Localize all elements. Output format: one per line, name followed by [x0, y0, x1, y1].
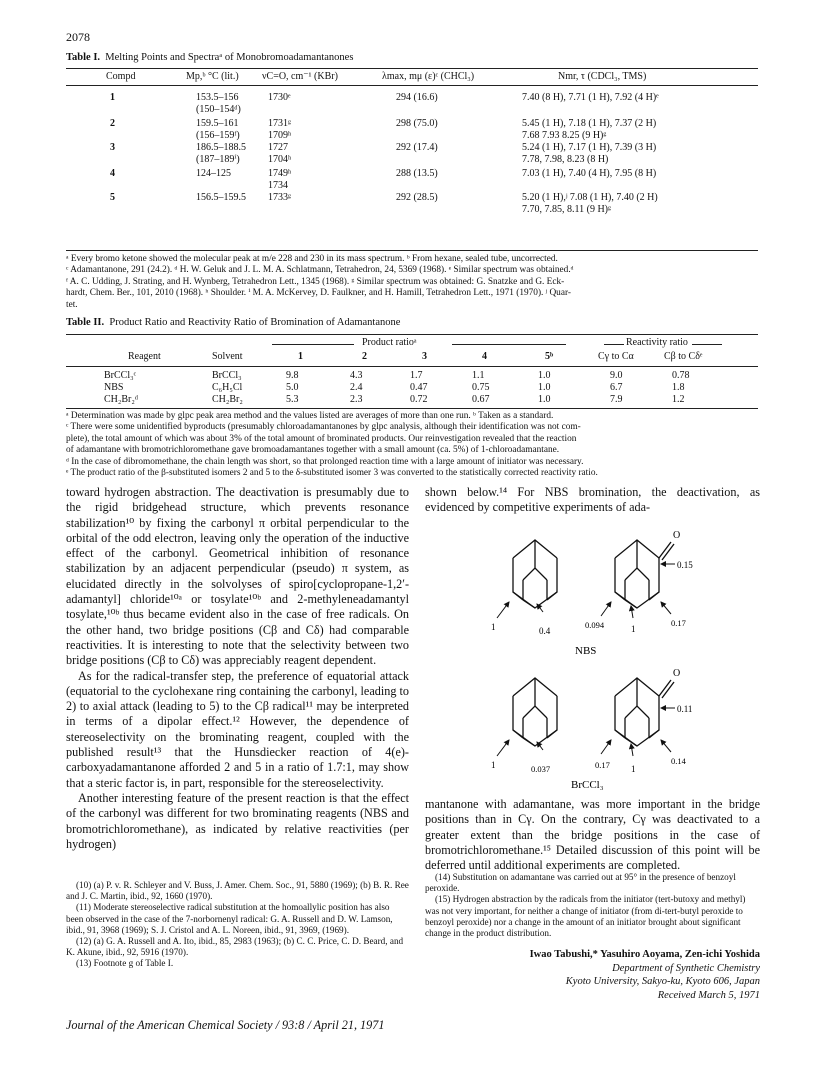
figure-value: 0.17 — [595, 760, 610, 770]
product-ratio-group: Product ratioᵃ — [362, 337, 417, 348]
figure-value: 0.4 — [539, 626, 551, 636]
table1-cell-compd: 5 — [110, 192, 115, 203]
table2-label: Table II. — [66, 317, 105, 328]
table2-cell: BrCCl₃ — [212, 370, 242, 381]
table2-bottom-rule — [66, 408, 758, 409]
arrow-icon — [497, 740, 509, 756]
table2-cell: 0.47 — [410, 382, 428, 393]
product-bracket-right — [452, 344, 566, 345]
table2-cell: 1.0 — [538, 382, 551, 393]
table1-cell-nmr: 5.20 (1 H),ʲ 7.08 (1 H), 7.40 (2 H) — [522, 192, 658, 203]
arrow-icon — [661, 602, 671, 614]
figure-value: 1 — [491, 760, 496, 770]
reference-note: (14) Substitution on adamantane was carried out at 95° in the presence of benzoyl peroxide. — [425, 872, 736, 894]
table1-cell-co: 1727 — [268, 142, 288, 153]
oxygen-label: O — [673, 530, 681, 541]
adamantane-structure-brccl3 — [513, 678, 557, 746]
table1-cell-uv: 298 (75.0) — [396, 118, 438, 129]
table1-cell-co: 1731ᵍ — [268, 118, 292, 129]
product-bracket-left — [272, 344, 354, 345]
table2-cell: 9.0 — [610, 370, 623, 381]
table1-cell-co: 1709ʰ — [268, 129, 292, 141]
table2-cell: 7.9 — [610, 394, 623, 405]
figure-value: 0.11 — [677, 704, 693, 714]
table1-cell-mp: 124–125 — [196, 168, 231, 179]
right-column-notes — [425, 872, 760, 939]
page-number: 2078 — [66, 30, 90, 44]
table2-cell: CH₂Br₂ — [212, 394, 243, 405]
table2-footnote: ᶜ There were some unidentified byproducts (presumably chloroadamantanones by glpc analysis, although their identification was not com- — [66, 422, 581, 433]
left-column-text — [66, 485, 409, 852]
reactivity-ratio-group: Reactivity ratio — [626, 337, 688, 348]
table2-cell: 0.72 — [410, 394, 428, 405]
body-paragraph: shown below.¹⁴ For NBS bromination, the deactivation, as evidenced by competitive experiments of ada- — [425, 485, 760, 515]
table1-cell-mp: (156–159ᶠ) — [196, 129, 240, 141]
table2-header: Cβ to Cδᵉ — [664, 351, 703, 362]
arrow-icon — [601, 602, 611, 616]
table2-footnote: plete), the total amount of which was about 3% of the total amount of brominated products. Our reinvestigation revealed that the reaction — [66, 433, 577, 444]
table2-cell: 5.3 — [286, 394, 299, 405]
table2-cell: BrCCl₃ᶜ — [104, 370, 137, 381]
table1-cell-co: 1704ʰ — [268, 153, 292, 165]
table1-cell-compd: 1 — [110, 92, 115, 103]
figure-value: 0.094 — [585, 620, 605, 630]
reference-note: (15) Hydrogen abstraction by the radicals from the initiator (tert-butoxy and methyl) was not very important, for neither a change of initiator (from di-tert-butyl peroxide to benzoyl peroxide) nor a change in the amount of an initiator brought about significant change in the product distribution. — [425, 894, 746, 939]
table2-cell: 1.0 — [538, 394, 551, 405]
body-paragraph: mantanone with adamantane, was more important in the bridge positions than in Cγ. On the contrary, Cγ was deactivated to a greater extent than the bridge positions in the case of bromotrichloromethane.¹⁵ Detailed discussion of this point will be deferred until additional experiments are completed. — [425, 797, 760, 873]
table1-caption — [66, 52, 353, 63]
table2-cell: 0.78 — [672, 370, 690, 381]
table1-cell-mp: 159.5–161 — [196, 118, 239, 129]
table1-cell-nmr: 5.45 (1 H), 7.18 (1 H), 7.37 (2 H) — [522, 118, 657, 129]
table1-header: νC=O, cm⁻¹ (KBr) — [262, 71, 338, 82]
reactivity-bracket-left — [604, 344, 624, 345]
table1-cell-nmr: 7.78, 7.98, 8.23 (8 H) — [522, 153, 609, 165]
table2-footnote: ᵃ Determination was made by glpc peak area method and the values listed are averages of more than one run. ᵇ Taken as a standard. — [66, 411, 554, 421]
table2-cell: 1.0 — [538, 370, 551, 381]
affiliation-line: Department of Synthetic Chemistry — [612, 962, 760, 974]
table1-header: Nmr, τ (CDCl₃, TMS) — [558, 71, 647, 82]
table1-cell-co: 1734 — [268, 179, 288, 191]
right-column-top-text — [425, 485, 760, 516]
arrow-icon — [497, 602, 509, 618]
table2-footnotes — [66, 411, 756, 479]
figure-value: 0.15 — [677, 560, 693, 570]
figure-value: 0.037 — [531, 764, 551, 774]
table1-cell-nmr: 5.24 (1 H), 7.17 (1 H), 7.39 (3 H) — [522, 142, 657, 153]
body-paragraph: toward hydrogen abstraction. The deactivation is presumably due to the rigid bridgehead structure, which prevents resonance stabilization¹⁰ by fixing the carbonyl π orbital perpendicular to the orbital of the odd electron, leaving only the operation of the inductive effect of the carbonyl. Geometrical inhibition of resonance stabilization by an adjacent perpendicular (pseudo) π system, as elucidated directly in the solvolyses of spiro[cyclopropane-1,2′-adamantyl] chloride¹⁰ᵃ or tosylate¹⁰ᵇ and 2-methyleneadamantyl tosylate,¹⁰ᵇ thus became evident also in the case of free radicals. On the other hand, two bridge positions (Cβ and Cδ) had comparable reactivities. It is interesting to note that the selectivity between two bridge positions (Cβ to Cδ) was appreciably reagent dependent. — [66, 485, 409, 668]
table2-header: 2 — [362, 351, 367, 362]
table2-cell: 1.7 — [410, 370, 423, 381]
nbs-label: NBS — [575, 645, 597, 657]
table1-cell-co: 1733ᵍ — [268, 192, 292, 203]
table2-caption — [66, 317, 400, 328]
table1-title: Melting Points and Spectraᵃ of Monobromoadamantanones — [105, 52, 354, 63]
figure-value: 1 — [631, 764, 636, 774]
table1-label: Table I. — [66, 52, 101, 63]
table1-bottom-rule — [66, 250, 758, 251]
table2-cell: 1.1 — [472, 370, 485, 381]
table1-cell-uv: 292 (17.4) — [396, 142, 438, 153]
table2-footnote: ᵉ The product ratio of the β-substituted isomers 2 and 5 to the δ-substituted isomer 3 was converted to the statistically corrected reactivity ratio. — [66, 468, 598, 479]
reference-note: (10) (a) P. v. R. Schleyer and V. Buss, J. Amer. Chem. Soc., 91, 5880 (1969); (b) B. R. Ree and J. C. Martin, ibid., 92, 1660 (1970). — [66, 880, 409, 902]
table2-cell: 0.67 — [472, 394, 490, 405]
table1-cell-compd: 2 — [110, 118, 115, 129]
table2-cell: CH₂Br₂ᵈ — [104, 394, 138, 405]
table1-header: Mp,ᵇ °C (lit.) — [186, 71, 239, 82]
table2-cell: 5.0 — [286, 382, 299, 393]
arrow-icon — [601, 740, 611, 754]
figure-value: 0.14 — [671, 756, 686, 766]
affiliation-line: Kyoto University, Sakyo-ku, Kyoto 606, Japan — [565, 976, 760, 987]
reference-note: (13) Footnote g of Table I. — [76, 958, 174, 969]
table2-header: 1 — [298, 351, 303, 362]
table2-cell: 1.8 — [672, 382, 685, 393]
author-block — [425, 948, 760, 1002]
arrow-icon — [631, 744, 633, 756]
table2-cell: C₆H₅Cl — [212, 382, 243, 393]
table1-cell-nmr: 7.68 7.93 8.25 (9 H)ᵍ — [522, 129, 607, 141]
body-paragraph: Another interesting feature of the present reaction is that the effect of the carbonyl was different for two brominating reagents (NBS and bromotrichloromethane), as indicated by relative reactivities (per hydrogen) — [66, 790, 409, 851]
table1-header: λmax, mμ (ε)ᶜ (CHCl₃) — [382, 71, 475, 82]
table1-header: Compd — [106, 71, 136, 82]
arrow-icon — [537, 742, 543, 750]
table1-top-rule — [66, 68, 758, 69]
table1-cell-uv: 292 (28.5) — [396, 192, 438, 203]
table2-cell: 0.75 — [472, 382, 490, 393]
table1-footnote: ᵃ Every bromo ketone showed the molecular peak at m/e 228 and 230 in its mass spectrum. ᵇ From hexane, sealed tube, uncorrected. — [66, 254, 558, 264]
reference-note: (11) Moderate stereoselective radical substitution at the homoallylic position has also been observed in the case of the 7-norbornenyl radical: G. A. Russell and D. W. Lamson, ibid., 91, 3968 (1969); S. J. Cristol and A. L. Noreen, ibid., 91, 3969, (1969). — [66, 902, 393, 935]
table2-cell: 6.7 — [610, 382, 623, 393]
table1-cell-mp: 153.5–156 — [196, 92, 239, 103]
left-column-notes — [66, 880, 409, 970]
brccl3-label: BrCCl₃ — [571, 779, 604, 790]
table1-cell-mp: (150–154ᵈ) — [196, 103, 241, 115]
table1-cell-mp: 156.5–159.5 — [196, 192, 246, 203]
table2-header: Solvent — [212, 351, 243, 362]
table1-cell-uv: 294 (16.6) — [396, 92, 438, 103]
table1-footnote: tet. — [66, 299, 78, 310]
table2-header: Cγ to Cα — [598, 351, 634, 362]
adamantane-structure-nbs — [513, 540, 557, 608]
table2-cell: 2.4 — [350, 382, 363, 393]
figure-value: 0.17 — [671, 618, 686, 628]
table1-cell-nmr: 7.70, 7.85, 8.11 (9 H)ᵍ — [522, 203, 612, 215]
reference-note: (12) (a) G. A. Russell and A. Ito, ibid., 85, 2983 (1963); (b) C. C. Price, C. D. Beard, and K. Akune, ibid., 92, 5916 (1970). — [66, 936, 404, 958]
table1-cell-uv: 288 (13.5) — [396, 168, 438, 179]
arrow-icon — [537, 604, 543, 612]
table1-cell-nmr: 7.03 (1 H), 7.40 (4 H), 7.95 (8 H) — [522, 168, 657, 179]
right-column-text — [425, 797, 760, 873]
reactivity-bracket-right — [692, 344, 722, 345]
table2-footnote: ᵈ In the case of dibromomethane, the chain length was short, so that prolonged reaction time with a large amount of initiator was necessary. — [66, 456, 584, 467]
adamantanone-structure-brccl3 — [615, 678, 659, 746]
table1-cell-compd: 4 — [110, 168, 115, 179]
arrow-icon — [661, 740, 671, 752]
table2-header: Reagent — [128, 351, 161, 362]
table1-footnotes — [66, 254, 756, 311]
table1-cell-mp: (187–189ⁱ) — [196, 153, 240, 165]
table2-header: 4 — [482, 351, 487, 362]
table2-cell: 1.2 — [672, 394, 685, 405]
table1-footnote: hardt, Chem. Ber., 101, 2010 (1968). ʰ Shoulder. ⁱ M. A. McKervey, D. Faulkner, and H. Hamill, Tetrahedron Lett., 1971 (1970). ʲ Quar- — [66, 288, 571, 299]
received-date: Received March 5, 1971 — [657, 989, 760, 1001]
arrow-icon — [631, 606, 633, 618]
table2-header-rule — [66, 366, 758, 367]
oxygen-label: O — [673, 668, 681, 679]
table2-cell: NBS — [104, 382, 124, 393]
table1-footnote: ᶠ A. C. Udding, J. Strating, and H. Wynberg, Tetrahedron Lett., 1345 (1968). ᵍ Similar spectrum was obtained: G. Snatzke and G. Eck- — [66, 276, 565, 287]
table2-cell: 9.8 — [286, 370, 299, 381]
table2-top-rule — [66, 334, 758, 335]
reactivity-figure — [425, 518, 760, 790]
table1-cell-nmr: 7.40 (8 H), 7.71 (1 H), 7.92 (4 H)ᵉ — [522, 92, 659, 103]
table1-footnote: ᶜ Adamantanone, 291 (24.2). ᵈ H. W. Geluk and J. L. M. A. Schlatmann, Tetrahedron, 24, 5369 (1968). ᵉ Similar spectrum was obtained.ᵈ — [66, 265, 574, 276]
table1-header-rule — [66, 85, 758, 86]
figure-value: 1 — [631, 624, 636, 634]
table2-header: 5ᵇ — [545, 351, 554, 362]
authors: Iwao Tabushi,* Yasuhiro Aoyama, Zen-ichi Yoshida — [529, 949, 760, 960]
adamantanone-structure-nbs — [615, 540, 659, 608]
table1-cell-mp: 186.5–188.5 — [196, 142, 246, 153]
journal-footer: Journal of the American Chemical Society / 93:8 / April 21, 1971 — [66, 1018, 385, 1032]
table1-cell-co: 1749ʰ — [268, 168, 292, 179]
body-paragraph: As for the radical-transfer step, the preference of equatorial attack (equatorial to the cyclohexane ring containing the carbonyl, leading to 2) to axial attack (leading to 5) to the Cβ radical¹¹ may be interpreted in terms of a dipolar effect.¹² However, the dependence of stereoselectivity on the brominating reagent, coupled with the published result¹³ that the Hunsdiecker reaction of 4(e)-carboxyadamantanone afforded 2 and 5 in a ratio of 1.7:1, may show that a steric factor is, in part, responsible for the stereoselectivity. — [66, 668, 409, 790]
table1-cell-co: 1730ᵉ — [268, 92, 291, 103]
table2-cell: 4.3 — [350, 370, 363, 381]
table2-header: 3 — [422, 351, 427, 362]
table2-title: Product Ratio and Reactivity Ratio of Bromination of Adamantanone — [109, 317, 401, 328]
table2-footnote: of adamantane with bromotrichloromethane gave bromoadamantanes together with a small amount (ca. 5%) of 1-chloroadamantane. — [66, 445, 560, 456]
table1-cell-compd: 3 — [110, 142, 115, 153]
figure-value: 1 — [491, 622, 496, 632]
table2-cell: 2.3 — [350, 394, 363, 405]
